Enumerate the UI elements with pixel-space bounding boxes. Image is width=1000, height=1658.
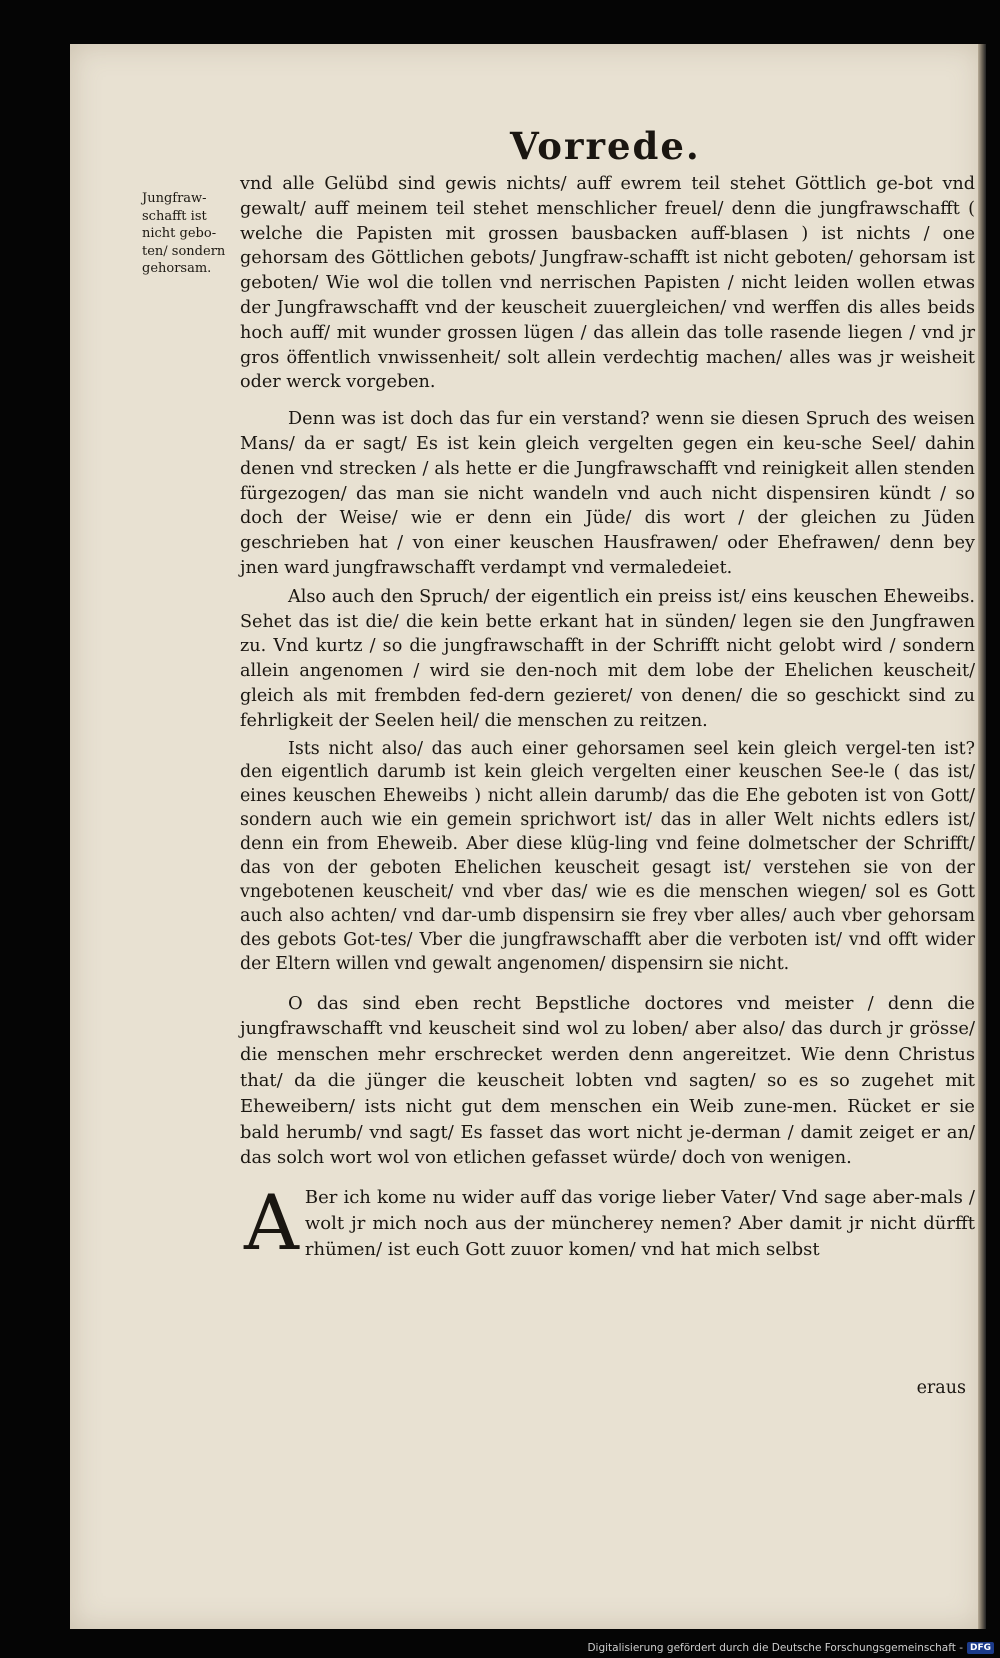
- catchword: eraus: [916, 1378, 966, 1398]
- page-heading: Vorrede.: [510, 124, 701, 168]
- paragraph-with-initial: [240, 1178, 975, 1268]
- paragraph-text: Ber ich kome nu wider auff das vorige lieber Vater/ Vnd sage aber-mals / wolt jr mich noch aus der müncherey nemen? Aber damit jr nicht dürfft rhümen/ ist euch Gott zuuor komen/ vnd hat mich selbst: [304, 1187, 975, 1260]
- paragraph: Also auch den Spruch/ der eigentlich ein preiss ist/ eins keuschen Eheweibs. Sehet das ist die/ die kein bette erkant hat in sünden/ legen sie den Jungfrawen zu. Vnd kurtz / so die jungfrawschafft in der Schrifft nicht gelobt wird / sondern allein angenomen / wird sie den-noch mit dem lobe der Ehelichen keuscheit/ gleich als mit frembden fed-dern gezieret/ von denen/ die so geschickt sind zu fehrligkeit der Seelen heil/ die menschen zu reitzen.: [240, 586, 975, 731]
- margin-note: Jungfraw-schafft ist nicht gebo-ten/ sondern gehorsam.: [142, 191, 226, 276]
- paragraph: Denn was ist doch das fur ein verstand? wenn sie diesen Spruch des weisen Mans/ da er sagt/ Es ist kein gleich vergelten gegen ein keu-sche Seel/ dahin denen vnd strecken / als hette er die Jungfrawschafft vnd reinigkeit allen stenden fürgezogen/ das man sie nicht wandeln vnd auch nicht dispensiren kündt / so doch der Weise/ wie er denn ein Jüde/ dis wort / der gleichen zu Jüden geschrieben hat / von einer keuschen Hausfrawen/ oder Ehefrawen/ denn bey jnen ward jungfrawschafft verdampt vnd vermaledeiet.: [240, 409, 975, 578]
- page-edge: [978, 44, 986, 1629]
- body-text: [240, 172, 975, 1268]
- dfg-logo-icon: DFG: [967, 1642, 994, 1654]
- footer-text: Digitalisierung gefördert durch die Deutsche Forschungsgemeinschaft -: [587, 1642, 963, 1654]
- drop-capital: A: [244, 1178, 299, 1268]
- paragraph: vnd alle Gelübd sind gewis nichts/ auff ewrem teil stehet Göttlich ge-bot vnd gewalt/ auff meinem teil stehet menschlicher freuel/ denn die jungfrawschafft ( welche die Papisten mit grossen bausbacken auff-blasen ) ist nichts / one gehorsam des Göttlichen gebots/ Jungfraw-schafft ist nicht geboten/ gehorsam ist geboten/ Wie wol die tollen vnd nerrischen Papisten / nicht leiden wollen etwas der Jungfrawschafft vnd der keuscheit zuuergleichen/ vnd werffen dis alles beids hoch auff/ mit wunder grossen lügen / das allein das tolle rasende liegen / vnd jr gros öffentlich vnwissenheit/ solt allein verdechtig machen/ alles was jr weisheit oder werck vorgeben.: [240, 174, 975, 393]
- footer-credit: [587, 1642, 994, 1654]
- paragraph: O das sind eben recht Bepstliche doctores vnd meister / denn die jungfrawschafft vnd keuscheit sind wol zu loben/ aber also/ das durch jr grösse/ die menschen mehr erschrecket werden denn angereitzet. Wie denn Christus that/ da die jünger die keuscheit lobten vnd sagten/ so es so zugehet mit Eheweibern/ ists nicht gut dem menschen ein Weib zune-men. Rücket er sie bald herumb/ vnd sagt/ Es fasset das wort nicht je-derman / damit zeiget er an/ das solch wort wol von etlichen gefasset würde/ doch von wenigen.: [240, 992, 975, 1169]
- paragraph: Ists nicht also/ das auch einer gehorsamen seel kein gleich vergel-ten ist? den eigentlich darumb ist kein gleich vergelten einer keuschen See-le ( das ist/ eines keuschen Eheweibs ) nicht allein darumb/ das die Ehe geboten ist von Gott/ sondern auch wie ein gemein sprichwort ist/ das in aller Welt nichts edlers ist/ denn ein from Eheweib. Aber diese klüg-ling vnd feine dolmetscher der Schrifft/ das von der geboten Ehelichen keuscheit gesagt ist/ verstehen sie von der vngebotenen keuscheit/ vnd vber das/ wie es die menschen wiegen/ sol es Gott auch also achten/ vnd dar-umb dispensirn sie frey vber alles/ auch vber gehorsam des gebots Got-tes/ Vber die jungfrawschafft aber die verboten ist/ vnd offt wider der Eltern willen vnd gewalt angenomen/ dispensirn sie nicht.: [240, 738, 975, 974]
